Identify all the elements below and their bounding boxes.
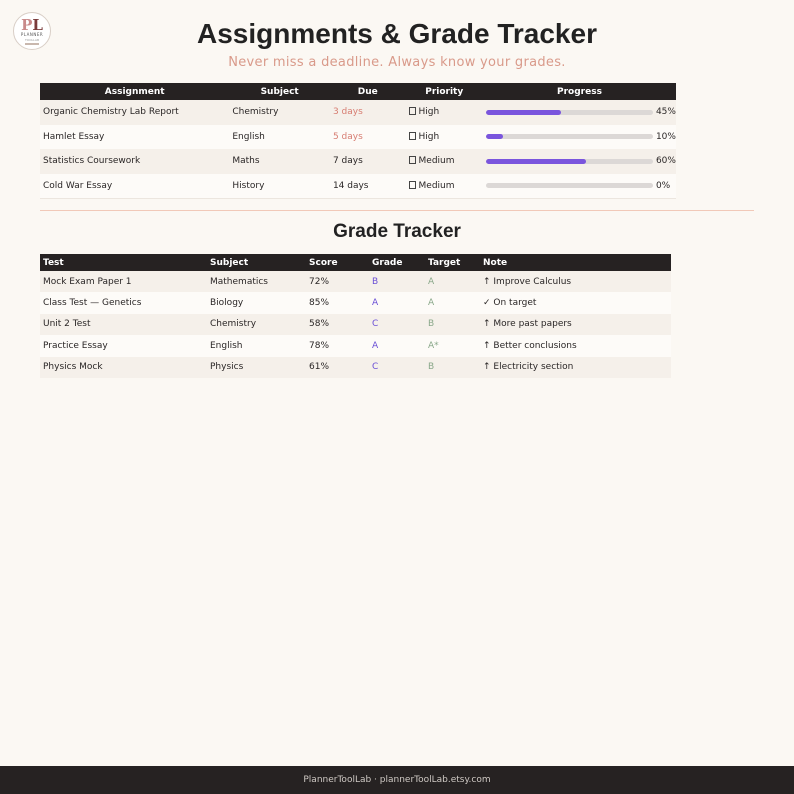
assignment-priority [406,100,483,125]
assignment-subject: Maths [229,149,330,174]
assignment-subject: Chemistry [229,100,330,125]
test-note: ↑ Better conclusions [480,335,671,356]
test-name: Unit 2 Test [40,314,207,335]
page-subtitle: Never miss a deadline. Always know your grades. [228,55,566,70]
progress-fill [486,110,561,115]
test-score: 72% [306,271,369,292]
progress-fill [486,159,586,164]
assignment-name: Statistics Coursework [40,149,229,174]
test-grade: A [369,335,425,356]
planner-toollab-logo: PL PLANNER TOOLLAB [13,12,51,50]
column-header-assignment[interactable]: Assignment [40,83,229,100]
column-header-due[interactable]: Due [330,83,406,100]
test-subject: Biology [207,292,306,313]
test-note: ✓ On target [480,292,671,313]
assignment-priority [406,174,483,199]
grade-row[interactable] [40,357,671,378]
test-name: Class Test — Genetics [40,292,207,313]
assignment-progress [483,125,676,150]
assignment-row[interactable] [40,174,676,199]
assignment-due: 14 days [330,174,406,199]
test-score: 78% [306,335,369,356]
assignment-progress [483,174,676,199]
grade-row[interactable] [40,271,671,292]
progress-fill [486,134,503,139]
progress-percent: 60% [655,156,676,167]
priority-label: High [418,107,440,118]
assignment-name: Organic Chemistry Lab Report [40,100,229,125]
assignment-subject: History [229,174,330,199]
assignment-progress [483,100,676,125]
assignment-subject: English [229,125,330,150]
progress-bar [486,159,653,164]
test-grade: A [369,292,425,313]
priority-icon [409,132,416,140]
priority-icon [409,107,416,115]
test-subject: Mathematics [207,271,306,292]
test-target: A [425,292,480,313]
test-target: B [425,357,480,378]
grades-header-row [40,254,671,271]
assignment-due: 5 days [330,125,406,150]
column-header-progress[interactable]: Progress [483,83,676,100]
test-name: Mock Exam Paper 1 [40,271,207,292]
test-name: Physics Mock [40,357,207,378]
progress-bar [486,134,653,139]
assignment-due: 3 days [330,100,406,125]
test-note: ↑ Improve Calculus [480,271,671,292]
assignment-priority [406,149,483,174]
column-header-test[interactable]: Test [40,254,207,271]
test-target: A [425,271,480,292]
grade-row[interactable] [40,314,671,335]
assignment-row[interactable] [40,100,676,125]
grade-tracker-table [40,254,671,378]
column-header-subject[interactable]: Subject [207,254,306,271]
grade-row[interactable] [40,335,671,356]
assignments-table [40,83,676,199]
test-subject: Physics [207,357,306,378]
test-target: A* [425,335,480,356]
column-header-grade[interactable]: Grade [369,254,425,271]
priority-icon [409,156,416,164]
progress-percent: 10% [655,131,676,142]
assignment-name: Hamlet Essay [40,125,229,150]
column-header-note[interactable]: Note [480,254,671,271]
priority-label: Medium [418,180,455,191]
assignment-row[interactable] [40,149,676,174]
priority-label: High [418,131,440,142]
footer-text: PlannerToolLab · plannerToolLab.etsy.com [303,775,491,785]
assignment-priority [406,125,483,150]
test-score: 85% [306,292,369,313]
test-score: 58% [306,314,369,335]
grade-row[interactable] [40,292,671,313]
column-header-subject[interactable]: Subject [229,83,330,100]
test-subject: English [207,335,306,356]
assignment-row[interactable] [40,125,676,150]
test-target: B [425,314,480,335]
progress-percent: 0% [655,180,671,191]
test-grade: B [369,271,425,292]
priority-icon [409,181,416,189]
test-note: ↑ More past papers [480,314,671,335]
assignment-progress [483,149,676,174]
progress-bar [486,183,653,188]
assignment-name: Cold War Essay [40,174,229,199]
progress-percent: 45% [655,107,676,118]
column-header-score[interactable]: Score [306,254,369,271]
column-header-priority[interactable]: Priority [406,83,483,100]
progress-bar [486,110,653,115]
column-header-target[interactable]: Target [425,254,480,271]
test-subject: Chemistry [207,314,306,335]
grade-tracker-title: Grade Tracker [333,221,461,242]
test-score: 61% [306,357,369,378]
section-divider [40,210,754,211]
assignment-due: 7 days [330,149,406,174]
assignments-header-row [40,83,676,100]
footer [0,766,794,794]
test-name: Practice Essay [40,335,207,356]
test-grade: C [369,357,425,378]
page-title: Assignments & Grade Tracker [197,18,597,49]
priority-label: Medium [418,156,455,167]
test-note: ↑ Electricity section [480,357,671,378]
test-grade: C [369,314,425,335]
